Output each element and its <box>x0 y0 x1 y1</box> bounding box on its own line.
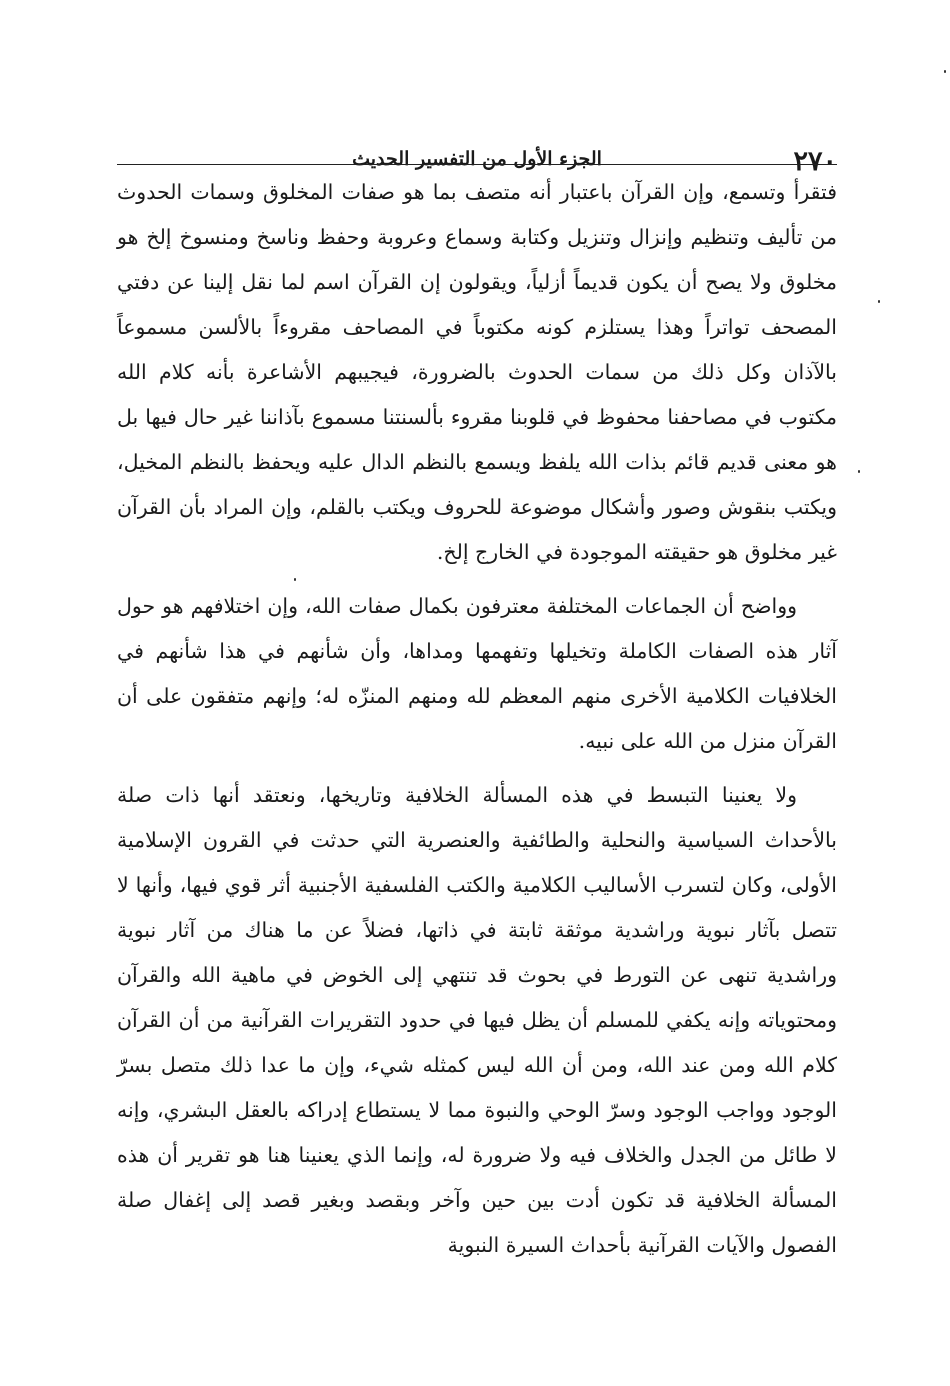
page-number: ٢٧٠ <box>793 146 837 177</box>
running-title: الجزء الأول من التفسير الحديث <box>352 148 602 170</box>
scan-speck <box>944 70 946 73</box>
scan-speck <box>878 300 880 303</box>
scan-speck <box>858 470 860 473</box>
page-body <box>117 170 837 1268</box>
scan-speck <box>294 578 296 581</box>
header-divider <box>117 164 837 165</box>
paragraph-1: فتقرأ وتسمع، وإن القرآن باعتبار أنه متصف بما هو صفات المخلوق وسمات الحدوث من تأليف وتنظيم وإنزال وتنزيل وكتابة وسماع وعروبة وحفظ وناسخ ومنسوخ إلخ هو مخلوق ولا يصح أن يكون قديماً أزلياً، ويقولون إن القرآن اسم لما نقل إلينا عن دفتي المصحف تواتراً وهذا يستلزم كونه مكتوباً في المصاحف مقروءاً بالألسن مسموعاً بالآذان وكل ذلك من سمات الحدوث بالضرورة، فيجيبهم الأشاعرة بأنه كلام الله مكتوب في مصاحفنا محفوظ في قلوبنا مقروء بألسنتنا مسموع بآذاننا غير حال فيها بل هو معنى قديم قائم بذات الله يلفظ ويسمع بالنظم الدال عليه ويحفظ بالنظم المخيل، ويكتب بنقوش وصور وأشكال موضوعة للحروف ويكتب بالقلم، وإن المراد بأن القرآن غير مخلوق هو حقيقته الموجودة في الخارج إلخ. <box>117 180 837 564</box>
paragraph-2: وواضح أن الجماعات المختلفة معترفون بكمال صفات الله، وإن اختلافهم هو حول آثار هذه الصفات الكاملة وتخيلها وتفهمها ومداها، وأن شأنهم في هذا شأنهم في الخلافيات الكلامية الأخرى منهم المعظم لله ومنهم المنزّه له؛ وإنهم متفقون على أن القرآن منزل من الله على نبيه. <box>117 594 837 753</box>
paragraph-3: ولا يعنينا التبسط في هذه المسألة الخلافية وتاريخها، ونعتقد أنها ذات صلة بالأحداث السياسية والنحلية والطائفية والعنصرية التي حدثت في القرون الإسلامية الأولى، وكان لتسرب الأساليب الكلامية والكتب الفلسفية الأجنبية أثر قوي فيها، وأنها لا تتصل بآثار نبوية وراشدية موثقة ثابتة في ذاتها، فضلاً عن ما هناك من آثار نبوية وراشدية تنهى عن التورط في بحوث قد تنتهي إلى الخوض في ماهية الله والقرآن ومحتوياته وإنه يكفي للمسلم أن يظل فيها في حدود التقريرات القرآنية من أن القرآن كلام الله ومن عند الله، ومن أن الله ليس كمثله شيء، وإن ما عدا ذلك متصل بسرّ الوجود وواجب الوجود وسرّ الوحي والنبوة مما لا يستطاع إدراكه بالعقل البشري، وإنه لا طائل من الجدل والخلاف فيه ولا ضرورة له، وإنما الذي يعنينا هنا هو تقرير أن هذه المسألة الخلافية قد تكون أدت بين حين وآخر وبقصد وبغير قصد إلى إغفال صلة الفصول والآيات القرآنية بأحداث السيرة النبوية <box>117 783 837 1257</box>
